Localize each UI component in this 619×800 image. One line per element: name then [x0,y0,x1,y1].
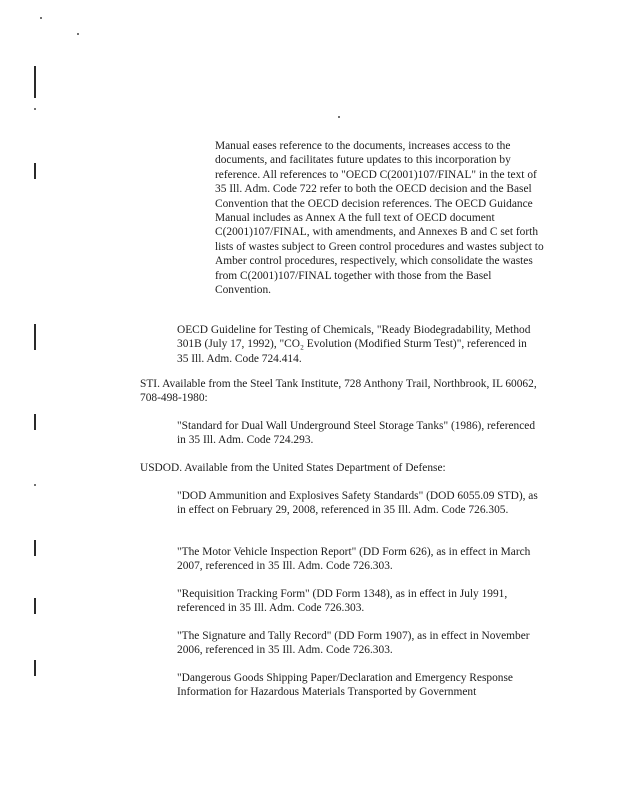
sti-heading-paragraph: STI. Available from the Steel Tank Institute, 728 Anthony Trail, Northbrook, IL 60062, 708-498-1980: [140,378,537,405]
scan-speck [34,484,36,486]
scan-speck [338,116,340,118]
change-bar [34,66,36,98]
dangerous-goods-paragraph: "Dangerous Goods Shipping Paper/Declaration and Emergency Response Information for Hazardous Materials Transported by Government [177,672,513,699]
dod-ammunition-paragraph: "DOD Ammunition and Explosives Safety Standards" (DOD 6055.09 STD), as in effect on February 29, 2008, referenced in 35 Ill. Adm. Code 726.305. [177,490,538,517]
change-bar [34,163,36,179]
change-bar [34,414,36,430]
oecd-guideline-paragraph: OECD Guideline for Testing of Chemicals, "Ready Biodegradability, Method 301B (July 17, 1992), "CO₂ Evolution (Modified Sturm Test)", referenced in 35 Ill. Adm. Code 724.414. [177,324,531,365]
change-bar [34,324,36,350]
usdod-heading-paragraph: USDOD. Available from the United States Department of Defense: [140,462,446,474]
motor-vehicle-paragraph: "The Motor Vehicle Inspection Report" (DD Form 626), as in effect in March 2007, referenced in 35 Ill. Adm. Code 726.303. [177,546,531,573]
signature-tally-paragraph: "The Signature and Tally Record" (DD Form 1907), as in effect in November 2006, referenced in 35 Ill. Adm. Code 726.303. [177,630,530,657]
scan-speck [77,33,79,35]
change-bar [34,660,36,676]
change-bar [34,598,36,614]
scan-speck [40,17,42,19]
scan-speck [34,108,36,110]
manual-paragraph: Manual eases reference to the documents, increases access to the documents, and facilitates future updates to this incorporation by reference. All references to "OECD C(2001)107/FINAL" in the text of 35 Ill. Adm. Code 722 refer to both the OECD decision and the Basel Convention that the OECD decision references. The OECD Guidance Manual includes as Annex A the full text of OECD document C(2001)107/FINAL, with amendments, and Annexes B and C set forth lists of wastes subject to Green control procedures and wastes subject to Amber control procedures, respectively, which consolidate the wastes from C(2001)107/FINAL together with those from the Basel Convention. [215,140,544,297]
change-bar [34,540,36,556]
requisition-paragraph: "Requisition Tracking Form" (DD Form 1348), as in effect in July 1991, referenced in 35 Ill. Adm. Code 726.303. [177,588,508,615]
sti-standard-paragraph: "Standard for Dual Wall Underground Steel Storage Tanks" (1986), referenced in 35 Ill. Adm. Code 724.293. [177,420,536,447]
